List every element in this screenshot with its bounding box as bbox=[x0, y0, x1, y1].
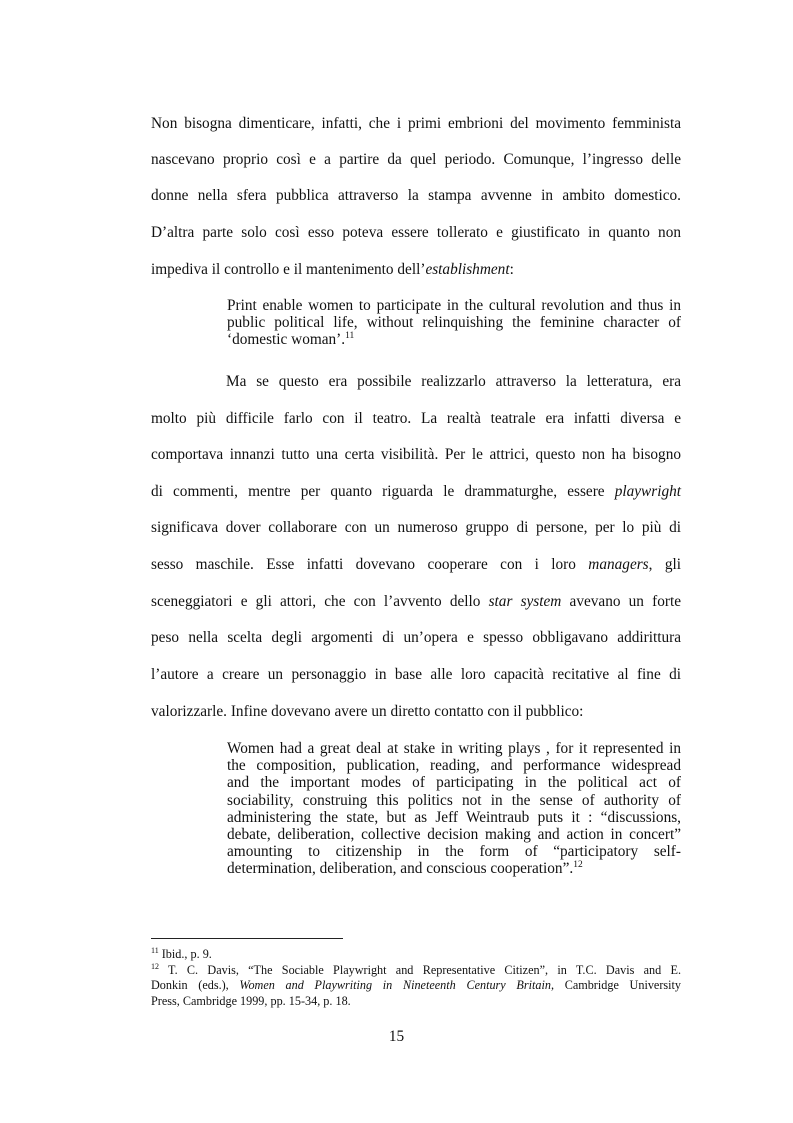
quote-line bbox=[227, 331, 681, 348]
paragraph2-line: Ma se questo era possibile realizzarlo attraverso la letteratura, era bbox=[226, 373, 681, 390]
footnote-ref[interactable]: 11 bbox=[345, 331, 355, 342]
quote-line: the composition, publication, reading, and performance widespread bbox=[227, 757, 681, 775]
footnote-12-line: Press, Cambridge 1999, pp. 15-34, p. 18. bbox=[151, 993, 351, 1008]
text-run: Cambridge University bbox=[554, 978, 681, 992]
quote-line: amounting to citizenship in the form of “participatory self- bbox=[227, 843, 681, 861]
text-run: avevano un forte bbox=[561, 593, 681, 610]
text-run: , gli bbox=[648, 556, 682, 573]
text-run: ‘domestic woman’. bbox=[227, 331, 346, 349]
paragraph2-line: comportava innanzi tutto una certa visibilità. Per le attrici, questo non ha bisogno bbox=[151, 446, 681, 463]
italic-title: Women and Playwriting in Nineteenth Century Britain, bbox=[239, 978, 554, 992]
text-run: sceneggiatori e gli attori, che con l’avvento dello bbox=[151, 593, 489, 610]
text-run: di commenti, mentre per quanto riguarda le drammaturghe, essere bbox=[151, 483, 615, 500]
paragraph1-line: Non bisogna dimenticare, infatti, che i primi embrioni del movimento femminista bbox=[151, 115, 681, 132]
footnote-text: Ibid., p. 9. bbox=[158, 947, 212, 961]
italic-term: star system bbox=[488, 593, 562, 610]
footnote-11 bbox=[151, 947, 681, 963]
paragraph2-line: significava dover collaborare con un numeroso gruppo di persone, per lo più di bbox=[151, 519, 681, 536]
paragraph2-line: peso nella scelta degli argomenti di un’opera e spesso obbligavano addirittura bbox=[151, 629, 681, 646]
block-quote-2 bbox=[227, 740, 681, 878]
quote-line: Women had a great deal at stake in writing plays , for it represented in bbox=[227, 740, 681, 757]
page-number: 15 bbox=[388, 1028, 405, 1045]
quote-line: sociability, construing this politics not in the sense of authority of bbox=[227, 791, 681, 809]
italic-term: managers bbox=[588, 556, 649, 573]
paragraph2-line bbox=[151, 555, 681, 575]
paragraph1-line: D’altra parte solo così esso poteva essere tollerato e giustificato in quanto non bbox=[151, 224, 681, 241]
paragraph1-line: nascevano proprio così e a partire da quel periodo. Comunque, l’ingresso delle bbox=[151, 151, 681, 168]
footnote-12-line bbox=[151, 978, 681, 994]
footnote-number: 12 bbox=[151, 961, 159, 971]
quote-line: administering the state, but as Jeff Weintraub puts it : “discussions, bbox=[227, 808, 681, 826]
footnote-text: T. C. Davis, “The Sociable Playwright and Representative Citizen”, in T.C. Davis and E. bbox=[159, 962, 681, 977]
footnote-12-line bbox=[151, 963, 681, 979]
text-run: impediva il controllo e il mantenimento dell’ bbox=[151, 261, 426, 278]
paragraph2-line: l’autore a creare un personaggio in base alle loro capacità recitative al fine di bbox=[151, 666, 681, 683]
quote-line: and the important modes of participating in the political act of bbox=[227, 774, 681, 792]
quote-line: Print enable women to participate in the cultural revolution and thus in bbox=[227, 297, 681, 314]
block-quote-1 bbox=[227, 297, 681, 349]
paragraph2-line: valorizzarle. Infine dovevano avere un diretto contatto con il pubblico: bbox=[151, 703, 584, 720]
quote-line: debate, deliberation, collective decision making and action in concert” bbox=[227, 826, 681, 844]
quote-line: public political life, without relinquishing the feminine character of bbox=[227, 314, 681, 332]
paragraph2-line: molto più difficile farlo con il teatro. La realtà teatrale era infatti diversa e bbox=[151, 410, 681, 427]
footnotes bbox=[151, 947, 681, 1009]
paragraph1-line bbox=[151, 260, 681, 280]
footnote-ref[interactable]: 12 bbox=[573, 860, 583, 871]
quote-line bbox=[227, 860, 681, 877]
text-run: : bbox=[509, 261, 514, 278]
text-run: determination, deliberation, and conscious cooperation”. bbox=[227, 860, 574, 878]
text-run: sesso maschile. Esse infatti dovevano cooperare con i loro bbox=[151, 556, 589, 573]
text-run: Donkin (eds.), bbox=[151, 978, 240, 992]
paragraph1-line: donne nella sfera pubblica attraverso la stampa avvenne in ambito domestico. bbox=[151, 187, 681, 204]
footnote-separator bbox=[151, 938, 343, 939]
italic-term: establishment bbox=[425, 261, 510, 278]
paragraph2-line bbox=[151, 482, 681, 502]
italic-term: playwright bbox=[614, 483, 681, 500]
footnote-number: 11 bbox=[151, 945, 159, 955]
paragraph2-line bbox=[151, 592, 681, 612]
